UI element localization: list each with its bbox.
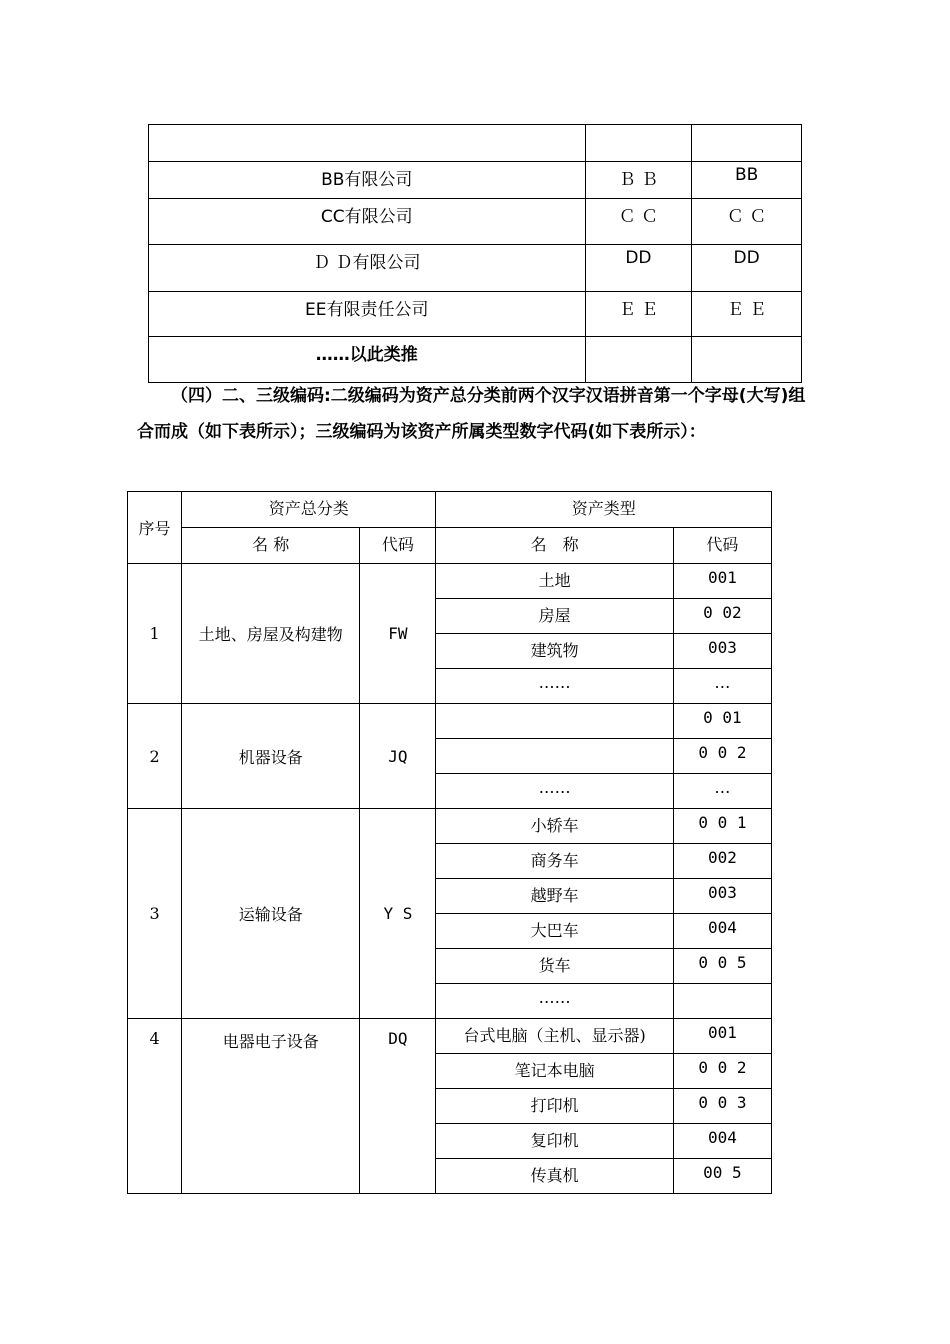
type-name: ……: [436, 984, 673, 1019]
type-code: 004: [673, 914, 771, 949]
company-code-cell: DD: [585, 245, 692, 292]
header-type-code: 代码: [673, 528, 771, 564]
type-name: 商务车: [436, 844, 673, 879]
group-seq: 1: [128, 564, 182, 704]
type-code: 0 0 1: [673, 809, 771, 844]
type-code: …: [673, 669, 771, 704]
table-row: [128, 704, 772, 739]
group-code: FW: [360, 564, 436, 704]
type-name: 土地: [436, 564, 673, 599]
group-code: JQ: [360, 704, 436, 809]
header-type-name: 名 称: [436, 528, 673, 564]
type-code: 004: [673, 1124, 771, 1159]
type-code: 0 02: [673, 599, 771, 634]
header-seq: 序号: [128, 492, 182, 564]
type-name: 笔记本电脑: [436, 1054, 673, 1089]
type-name: ……: [436, 669, 673, 704]
type-code: 003: [673, 879, 771, 914]
header-type: 资产类型: [436, 492, 772, 528]
group-seq: 2: [128, 704, 182, 809]
company-code-cell: [692, 125, 802, 162]
company-code-cell: [585, 125, 692, 162]
company-code-cell: BB: [692, 162, 802, 199]
type-name: [436, 704, 673, 739]
type-name: 台式电脑（主机、显示器): [436, 1019, 673, 1054]
group-code: Y S: [360, 809, 436, 1019]
type-name: 建筑物: [436, 634, 673, 669]
table-header-row: [128, 492, 772, 528]
company-code-cell: Ｂ Ｂ: [585, 162, 692, 199]
table-header-row: [128, 528, 772, 564]
type-name: 房屋: [436, 599, 673, 634]
type-name: 大巴车: [436, 914, 673, 949]
table-row: [128, 564, 772, 599]
table-row: [149, 245, 802, 292]
type-code: 0 01: [673, 704, 771, 739]
type-code: 0 0 2: [673, 739, 771, 774]
section-paragraph: （四）二、三级编码:二级编码为资产总分类前两个汉字汉语拼音第一个字母(大写)组合而成（如下表所示）；三级编码为该资产所属类型数字代码(如下表所示）：: [137, 386, 806, 442]
group-name: 电器电子设备: [182, 1019, 360, 1194]
company-name-cell: Ｄ Ｄ有限公司: [149, 245, 586, 292]
type-name: 越野车: [436, 879, 673, 914]
type-code: 0 0 2: [673, 1054, 771, 1089]
table-row: [149, 292, 802, 337]
header-group-code: 代码: [360, 528, 436, 564]
type-name: 打印机: [436, 1089, 673, 1124]
type-name: 小轿车: [436, 809, 673, 844]
header-group-name: 名 称: [182, 528, 360, 564]
table-row: [149, 125, 802, 162]
company-name-cell: [149, 125, 586, 162]
type-name: 货车: [436, 949, 673, 984]
group-name: 机器设备: [182, 704, 360, 809]
type-code: 003: [673, 634, 771, 669]
company-name-cell: CC有限公司: [149, 199, 586, 245]
type-code: [673, 984, 771, 1019]
type-name: [436, 739, 673, 774]
table-row: [149, 199, 802, 245]
type-name: 复印机: [436, 1124, 673, 1159]
company-code-cell: Ｃ Ｃ: [692, 199, 802, 245]
company-code-cell: Ｃ Ｃ: [585, 199, 692, 245]
type-code: 0 0 3: [673, 1089, 771, 1124]
company-code-cell: [585, 337, 692, 383]
company-code-table: [148, 124, 802, 383]
asset-code-table: [127, 491, 772, 1194]
type-code: 002: [673, 844, 771, 879]
table-row: [149, 162, 802, 199]
header-group: 资产总分类: [182, 492, 436, 528]
group-code: DQ: [360, 1019, 436, 1194]
company-code-cell: [692, 337, 802, 383]
group-name: 土地、房屋及构建物: [182, 564, 360, 704]
table-row: [128, 809, 772, 844]
type-name: 传真机: [436, 1159, 673, 1194]
company-code-cell: Ｅ Ｅ: [692, 292, 802, 337]
company-name-cell: EE有限责任公司: [149, 292, 586, 337]
group-name: 运输设备: [182, 809, 360, 1019]
company-name-cell: ……以此类推: [149, 337, 586, 383]
type-code: 001: [673, 564, 771, 599]
company-name-cell: BB有限公司: [149, 162, 586, 199]
group-seq: 3: [128, 809, 182, 1019]
type-code: 001: [673, 1019, 771, 1054]
type-code: …: [673, 774, 771, 809]
company-code-cell: DD: [692, 245, 802, 292]
table-row: [149, 337, 802, 383]
company-code-cell: Ｅ Ｅ: [585, 292, 692, 337]
group-seq: 4: [128, 1019, 182, 1194]
table-row: [128, 1019, 772, 1054]
type-code: 0 0 5: [673, 949, 771, 984]
type-code: 00 5: [673, 1159, 771, 1194]
type-name: ……: [436, 774, 673, 809]
